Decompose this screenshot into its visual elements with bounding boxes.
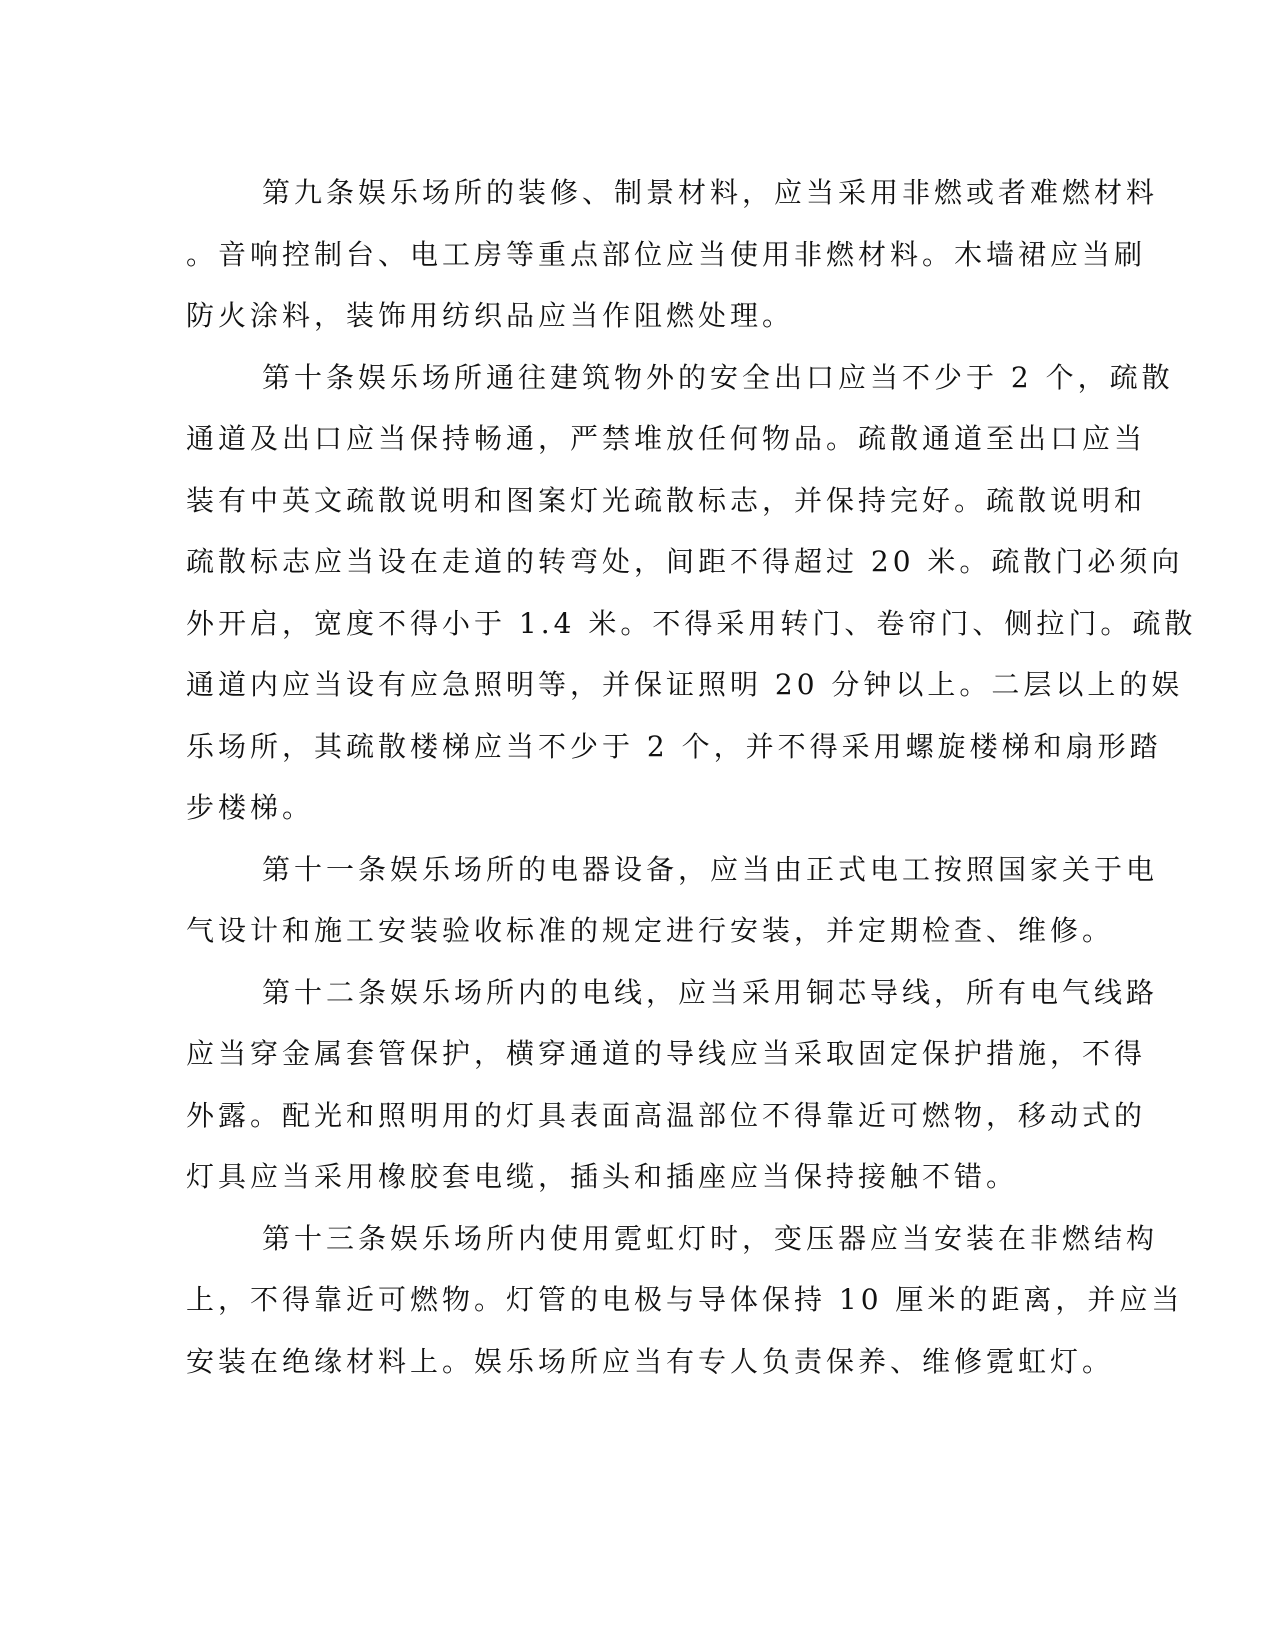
paragraph-line: 防火涂料，装饰用纺织品应当作阻燃处理。: [186, 299, 795, 332]
paragraph-line: 装有中英文疏散说明和图案灯光疏散标志，并保持完好。疏散说明和: [186, 483, 1147, 517]
paragraph-line: 灯具应当采用橡胶套电缆，插头和插座应当保持接触不错。: [186, 1160, 1019, 1193]
paragraph-article-13: [186, 1208, 1184, 1393]
paragraph-line: 第十三条娱乐场所内使用霓虹灯时，变压器应当安装在非燃结构: [262, 1221, 1159, 1255]
paragraph-line: 外开启，宽度不得小于 1.4 米。不得采用转门、卷帘门、侧拉门。疏散: [186, 606, 1197, 640]
document-body: [186, 162, 1197, 1392]
paragraph-line: 气设计和施工安装验收标准的规定进行安装，并定期检查、维修。: [186, 914, 1115, 947]
paragraph-line: 第十二条娱乐场所内的电线，应当采用铜芯导线，所有电气线路: [262, 975, 1159, 1009]
paragraph-article-9: [186, 162, 1159, 347]
paragraph-line: 通道及出口应当保持畅通，严禁堆放任何物品。疏散通道至出口应当: [186, 422, 1147, 455]
paragraph-article-11: [186, 839, 1159, 962]
paragraph-line: 安装在绝缘材料上。娱乐场所应当有专人负责保养、维修霓虹灯。: [186, 1344, 1115, 1378]
paragraph-line: 外露。配光和照明用的灯具表面高温部位不得靠近可燃物，移动式的: [186, 1098, 1147, 1132]
paragraph-line: 。音响控制台、电工房等重点部位应当使用非燃材料。木墙裙应当刷: [186, 237, 1147, 271]
paragraph-line: 应当穿金属套管保护，横穿通道的导线应当采取固定保护措施，不得: [186, 1037, 1147, 1070]
paragraph-line: 上，不得靠近可燃物。灯管的电极与导体保持 10 厘米的距离，并应当: [186, 1283, 1184, 1316]
paragraph-line: 第十条娱乐场所通往建筑物外的安全出口应当不少于 2 个，疏散: [262, 360, 1174, 394]
paragraph-line: 疏散标志应当设在走道的转弯处，间距不得超过 20 米。疏散门必须向: [186, 545, 1184, 578]
paragraph-article-10: [186, 347, 1197, 839]
paragraph-line: 第十一条娱乐场所的电器设备，应当由正式电工按照国家关于电: [262, 852, 1159, 886]
paragraph-line: 通道内应当设有应急照明等，并保证照明 20 分钟以上。二层以上的娱: [186, 668, 1184, 701]
paragraph-line: 第九条娱乐场所的装修、制景材料，应当采用非燃或者难燃材料: [262, 176, 1159, 209]
paragraph-line: 步楼梯。: [186, 791, 315, 824]
paragraph-line: 乐场所，其疏散楼梯应当不少于 2 个，并不得采用螺旋楼梯和扇形踏: [186, 729, 1162, 763]
paragraph-article-12: [186, 962, 1159, 1208]
